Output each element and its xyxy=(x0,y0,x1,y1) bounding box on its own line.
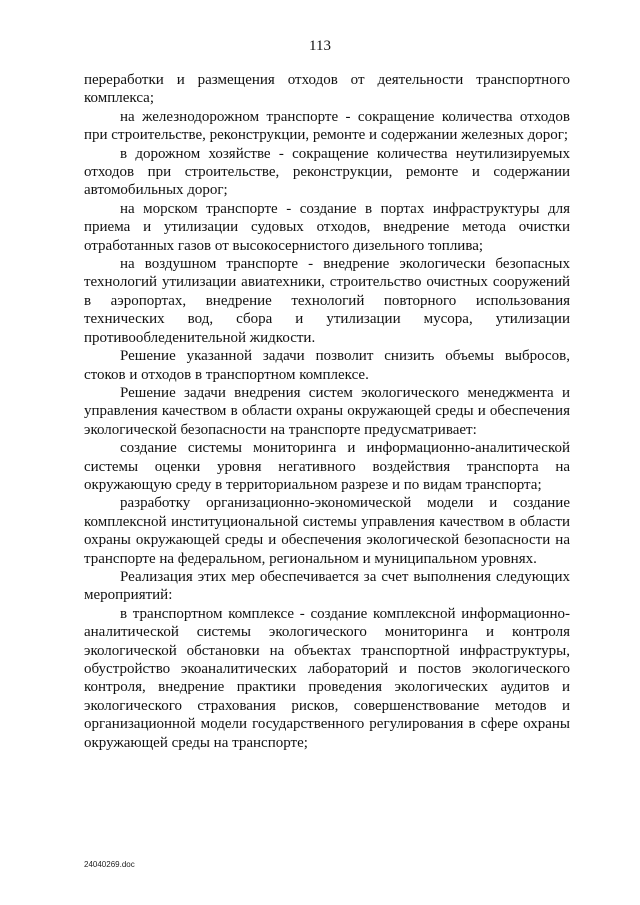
paragraph-4: на морском транспорте - создание в портах инфраструктуры для приема и утилизации судовых отходов, внедрение метода очистки отработанных газов от высокосернистого дизельного топлива; xyxy=(84,200,570,254)
paragraph-3: в дорожном хозяйстве - сокращение количества неутилизируемых отходов при строительстве, реконструкции, ремонте и содержании автомобильных дорог; xyxy=(84,145,570,199)
paragraph-11: в транспортном комплексе - создание комплексной информационно-аналитической системы экологического мониторинга и контроля экологической обстановки на объектах транспортной инфраструктуры, обустройство экоаналитических лабораторий и постов экологического контроля, внедрение практики проведения экологических аудитов и экологического страхования рисков, совершенствование методов и организационной модели государственного регулирования в сфере охраны окружающей среды на транспорте; xyxy=(84,605,570,751)
paragraph-2: на железнодорожном транспорте - сокращение количества отходов при строительстве, реконструкции, ремонте и содержании железных дорог; xyxy=(84,108,570,144)
paragraph-8: создание системы мониторинга и информационно-аналитической системы оценки уровня негативного воздействия транспорта на окружающую среду в территориальном разрезе и по видам транспорта; xyxy=(84,440,570,493)
paragraph-9: разработку организационно-экономической модели и создание комплексной институциональной системы управления качеством в области охраны окружающей среды и обеспечения экологической безопасности на транспорте на федеральном, региональном и муниципальном уровнях. xyxy=(84,495,570,567)
paragraph-7: Решение задачи внедрения систем экологического менеджмента и управления качеством в области охраны окружающей среды и обеспечения экологической безопасности на транспорте предусматривает: xyxy=(84,384,570,438)
paragraph-5: на воздушном транспорте - внедрение экологически безопасных технологий утилизации авиатехники, строительство очистных сооружений в аэропортах, внедрение технологий повторного использования технических вод, сбора и утилизации мусора, утилизации противообледенительной жидкости. xyxy=(84,256,570,346)
page-number: 113 xyxy=(309,38,331,54)
paragraph-1: переработки и размещения отходов от деятельности транспортного комплекса; xyxy=(84,72,570,107)
paragraph-6: Решение указанной задачи позволит снизить объемы выбросов, стоков и отходов в транспортном комплексе. xyxy=(84,348,570,383)
footer-filename: 24040269.doc xyxy=(84,860,135,869)
body-text xyxy=(84,71,570,752)
paragraph-10: Реализация этих мер обеспечивается за счет выполнения следующих мероприятий: xyxy=(84,568,570,604)
